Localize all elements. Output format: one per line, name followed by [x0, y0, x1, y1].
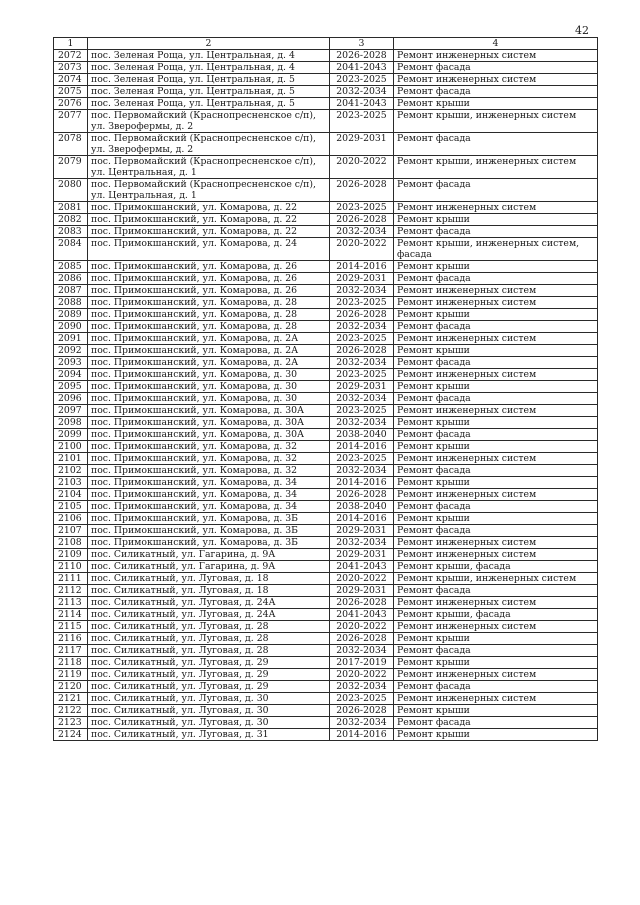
table-row: [54, 285, 598, 297]
table-row: [54, 441, 598, 453]
repair-schedule-table: [53, 37, 598, 741]
row-number: 2113: [54, 597, 88, 609]
row-number: 2098: [54, 417, 88, 429]
address-cell: пос. Силикатный, ул. Луговая, д. 29: [88, 669, 330, 681]
work-type-cell: Ремонт крыши: [394, 477, 598, 489]
table-row: [54, 357, 598, 369]
address-cell: пос. Примокшанский, ул. Комарова, д. 30А: [88, 417, 330, 429]
row-number: 2075: [54, 86, 88, 98]
table-row: [54, 609, 598, 621]
row-number: 2120: [54, 681, 88, 693]
table-row: [54, 393, 598, 405]
address-cell: пос. Силикатный, ул. Луговая, д. 24А: [88, 609, 330, 621]
table-row: [54, 321, 598, 333]
work-type-cell: Ремонт инженерных систем: [394, 333, 598, 345]
address-cell: пос. Первомайский (Краснопресненское с/п), ул. Зверофермы, д. 2: [88, 110, 330, 133]
address-cell: пос. Силикатный, ул. Луговая, д. 30: [88, 693, 330, 705]
period-cell: 2023-2025: [330, 453, 394, 465]
period-cell: 2032-2034: [330, 285, 394, 297]
row-number: 2072: [54, 50, 88, 62]
row-number: 2108: [54, 537, 88, 549]
address-cell: пос. Примокшанский, ул. Комарова, д. 28: [88, 309, 330, 321]
work-type-cell: Ремонт инженерных систем: [394, 369, 598, 381]
table-row: [54, 297, 598, 309]
period-cell: 2032-2034: [330, 717, 394, 729]
table-row: [54, 633, 598, 645]
period-cell: 2020-2022: [330, 573, 394, 585]
address-cell: пос. Примокшанский, ул. Комарова, д. 34: [88, 501, 330, 513]
column-header: 4: [394, 38, 598, 50]
period-cell: 2026-2028: [330, 309, 394, 321]
row-number: 2081: [54, 202, 88, 214]
address-cell: пос. Примокшанский, ул. Комарова, д. 28: [88, 297, 330, 309]
address-cell: пос. Примокшанский, ул. Комарова, д. 30: [88, 381, 330, 393]
table-row: [54, 465, 598, 477]
work-type-cell: Ремонт фасада: [394, 465, 598, 477]
work-type-cell: Ремонт инженерных систем: [394, 489, 598, 501]
address-cell: пос. Зеленая Роща, ул. Центральная, д. 5: [88, 74, 330, 86]
table-row: [54, 417, 598, 429]
address-cell: пос. Примокшанский, ул. Комарова, д. 3Б: [88, 537, 330, 549]
period-cell: 2026-2028: [330, 179, 394, 202]
row-number: 2074: [54, 74, 88, 86]
address-cell: пос. Первомайский (Краснопресненское с/п), ул. Зверофермы, д. 2: [88, 133, 330, 156]
work-type-cell: Ремонт крыши, фасада: [394, 609, 598, 621]
row-number: 2073: [54, 62, 88, 74]
table-row: [54, 657, 598, 669]
work-type-cell: Ремонт инженерных систем: [394, 297, 598, 309]
address-cell: пос. Примокшанский, ул. Комарова, д. 30: [88, 393, 330, 405]
row-number: 2105: [54, 501, 88, 513]
table-row: [54, 705, 598, 717]
address-cell: пос. Силикатный, ул. Гагарина, д. 9А: [88, 561, 330, 573]
work-type-cell: Ремонт инженерных систем: [394, 453, 598, 465]
table-row: [54, 369, 598, 381]
table-row: [54, 729, 598, 741]
period-cell: 2023-2025: [330, 693, 394, 705]
period-cell: 2032-2034: [330, 357, 394, 369]
column-header: 1: [54, 38, 88, 50]
period-cell: 2014-2016: [330, 441, 394, 453]
address-cell: пос. Примокшанский, ул. Комарова, д. 32: [88, 465, 330, 477]
row-number: 2116: [54, 633, 88, 645]
row-number: 2091: [54, 333, 88, 345]
table-row: [54, 717, 598, 729]
period-cell: 2017-2019: [330, 657, 394, 669]
period-cell: 2026-2028: [330, 214, 394, 226]
address-cell: пос. Силикатный, ул. Луговая, д. 18: [88, 573, 330, 585]
work-type-cell: Ремонт инженерных систем: [394, 693, 598, 705]
period-cell: 2020-2022: [330, 238, 394, 261]
period-cell: 2038-2040: [330, 501, 394, 513]
period-cell: 2029-2031: [330, 549, 394, 561]
row-number: 2084: [54, 238, 88, 261]
period-cell: 2023-2025: [330, 405, 394, 417]
table-row: [54, 133, 598, 156]
table-row: [54, 489, 598, 501]
row-number: 2078: [54, 133, 88, 156]
work-type-cell: Ремонт крыши: [394, 381, 598, 393]
row-number: 2082: [54, 214, 88, 226]
row-number: 2097: [54, 405, 88, 417]
period-cell: 2041-2043: [330, 62, 394, 74]
table-row: [54, 345, 598, 357]
work-type-cell: Ремонт фасада: [394, 393, 598, 405]
table-body: [54, 50, 598, 741]
table-row: [54, 597, 598, 609]
address-cell: пос. Примокшанский, ул. Комарова, д. 22: [88, 202, 330, 214]
address-cell: пос. Примокшанский, ул. Комарова, д. 32: [88, 441, 330, 453]
period-cell: 2023-2025: [330, 333, 394, 345]
period-cell: 2014-2016: [330, 261, 394, 273]
row-number: 2099: [54, 429, 88, 441]
address-cell: пос. Силикатный, ул. Луговая, д. 18: [88, 585, 330, 597]
work-type-cell: Ремонт крыши: [394, 261, 598, 273]
work-type-cell: Ремонт фасада: [394, 357, 598, 369]
table-row: [54, 179, 598, 202]
table-row: [54, 273, 598, 285]
row-number: 2101: [54, 453, 88, 465]
table-row: [54, 681, 598, 693]
address-cell: пос. Силикатный, ул. Луговая, д. 24А: [88, 597, 330, 609]
row-number: 2124: [54, 729, 88, 741]
address-cell: пос. Примокшанский, ул. Комарова, д. 28: [88, 321, 330, 333]
work-type-cell: Ремонт инженерных систем: [394, 621, 598, 633]
header-row: [54, 38, 598, 50]
work-type-cell: Ремонт фасада: [394, 133, 598, 156]
table-row: [54, 693, 598, 705]
period-cell: 2026-2028: [330, 633, 394, 645]
period-cell: 2014-2016: [330, 477, 394, 489]
work-type-cell: Ремонт крыши: [394, 729, 598, 741]
address-cell: пос. Примокшанский, ул. Комарова, д. 24: [88, 238, 330, 261]
address-cell: пос. Силикатный, ул. Луговая, д. 28: [88, 621, 330, 633]
period-cell: 2020-2022: [330, 669, 394, 681]
table-row: [54, 156, 598, 179]
period-cell: 2038-2040: [330, 429, 394, 441]
period-cell: 2023-2025: [330, 297, 394, 309]
row-number: 2080: [54, 179, 88, 202]
address-cell: пос. Зеленая Роща, ул. Центральная, д. 5: [88, 86, 330, 98]
work-type-cell: Ремонт фасада: [394, 273, 598, 285]
table-row: [54, 405, 598, 417]
address-cell: пос. Силикатный, ул. Луговая, д. 29: [88, 681, 330, 693]
work-type-cell: Ремонт фасада: [394, 681, 598, 693]
row-number: 2107: [54, 525, 88, 537]
row-number: 2093: [54, 357, 88, 369]
row-number: 2102: [54, 465, 88, 477]
work-type-cell: Ремонт фасада: [394, 525, 598, 537]
period-cell: 2029-2031: [330, 273, 394, 285]
address-cell: пос. Силикатный, ул. Гагарина, д. 9А: [88, 549, 330, 561]
work-type-cell: Ремонт фасада: [394, 645, 598, 657]
period-cell: 2041-2043: [330, 561, 394, 573]
work-type-cell: Ремонт инженерных систем: [394, 50, 598, 62]
work-type-cell: Ремонт фасада: [394, 429, 598, 441]
address-cell: пос. Примокшанский, ул. Комарова, д. 34: [88, 489, 330, 501]
address-cell: пос. Примокшанский, ул. Комарова, д. 22: [88, 214, 330, 226]
work-type-cell: Ремонт инженерных систем: [394, 537, 598, 549]
work-type-cell: Ремонт инженерных систем: [394, 202, 598, 214]
table-row: [54, 501, 598, 513]
row-number: 2114: [54, 609, 88, 621]
work-type-cell: Ремонт инженерных систем: [394, 285, 598, 297]
address-cell: пос. Примокшанский, ул. Комарова, д. 2А: [88, 357, 330, 369]
table-row: [54, 381, 598, 393]
row-number: 2104: [54, 489, 88, 501]
period-cell: 2014-2016: [330, 729, 394, 741]
period-cell: 2032-2034: [330, 226, 394, 238]
period-cell: 2032-2034: [330, 681, 394, 693]
address-cell: пос. Силикатный, ул. Луговая, д. 31: [88, 729, 330, 741]
period-cell: 2029-2031: [330, 381, 394, 393]
period-cell: 2026-2028: [330, 705, 394, 717]
period-cell: 2020-2022: [330, 156, 394, 179]
address-cell: пос. Примокшанский, ул. Комарова, д. 30: [88, 369, 330, 381]
row-number: 2088: [54, 297, 88, 309]
row-number: 2123: [54, 717, 88, 729]
row-number: 2076: [54, 98, 88, 110]
work-type-cell: Ремонт фасада: [394, 501, 598, 513]
work-type-cell: Ремонт крыши: [394, 513, 598, 525]
address-cell: пос. Зеленая Роща, ул. Центральная, д. 4: [88, 50, 330, 62]
table-row: [54, 537, 598, 549]
period-cell: 2029-2031: [330, 525, 394, 537]
work-type-cell: Ремонт фасада: [394, 226, 598, 238]
row-number: 2119: [54, 669, 88, 681]
period-cell: 2026-2028: [330, 345, 394, 357]
row-number: 2106: [54, 513, 88, 525]
row-number: 2079: [54, 156, 88, 179]
row-number: 2094: [54, 369, 88, 381]
address-cell: пос. Силикатный, ул. Луговая, д. 28: [88, 645, 330, 657]
table-row: [54, 309, 598, 321]
work-type-cell: Ремонт крыши, фасада: [394, 561, 598, 573]
table-row: [54, 202, 598, 214]
row-number: 2100: [54, 441, 88, 453]
row-number: 2090: [54, 321, 88, 333]
table-row: [54, 333, 598, 345]
table-row: [54, 585, 598, 597]
address-cell: пос. Зеленая Роща, ул. Центральная, д. 5: [88, 98, 330, 110]
period-cell: 2029-2031: [330, 133, 394, 156]
row-number: 2110: [54, 561, 88, 573]
period-cell: 2026-2028: [330, 597, 394, 609]
table-row: [54, 477, 598, 489]
table-row: [54, 50, 598, 62]
table-row: [54, 62, 598, 74]
address-cell: пос. Примокшанский, ул. Комарова, д. 2А: [88, 333, 330, 345]
row-number: 2077: [54, 110, 88, 133]
table-row: [54, 261, 598, 273]
work-type-cell: Ремонт крыши, инженерных систем, фасада: [394, 238, 598, 261]
work-type-cell: Ремонт фасада: [394, 62, 598, 74]
work-type-cell: Ремонт крыши: [394, 345, 598, 357]
period-cell: 2041-2043: [330, 98, 394, 110]
table-row: [54, 561, 598, 573]
address-cell: пос. Примокшанский, ул. Комарова, д. 30А: [88, 429, 330, 441]
work-type-cell: Ремонт крыши, инженерных систем: [394, 110, 598, 133]
address-cell: пос. Примокшанский, ул. Комарова, д. 34: [88, 477, 330, 489]
work-type-cell: Ремонт крыши: [394, 214, 598, 226]
table-row: [54, 549, 598, 561]
work-type-cell: Ремонт крыши: [394, 633, 598, 645]
period-cell: 2032-2034: [330, 86, 394, 98]
address-cell: пос. Примокшанский, ул. Комарова, д. 26: [88, 273, 330, 285]
row-number: 2089: [54, 309, 88, 321]
work-type-cell: Ремонт фасада: [394, 717, 598, 729]
address-cell: пос. Примокшанский, ул. Комарова, д. 26: [88, 261, 330, 273]
address-cell: пос. Зеленая Роща, ул. Центральная, д. 4: [88, 62, 330, 74]
period-cell: 2041-2043: [330, 609, 394, 621]
address-cell: пос. Примокшанский, ул. Комарова, д. 26: [88, 285, 330, 297]
table-row: [54, 525, 598, 537]
table-row: [54, 645, 598, 657]
address-cell: пос. Силикатный, ул. Луговая, д. 30: [88, 705, 330, 717]
table-row: [54, 226, 598, 238]
table-row: [54, 513, 598, 525]
row-number: 2095: [54, 381, 88, 393]
work-type-cell: Ремонт крыши: [394, 98, 598, 110]
row-number: 2117: [54, 645, 88, 657]
period-cell: 2023-2025: [330, 369, 394, 381]
period-cell: 2023-2025: [330, 110, 394, 133]
address-cell: пос. Примокшанский, ул. Комарова, д. 30А: [88, 405, 330, 417]
period-cell: 2023-2025: [330, 74, 394, 86]
address-cell: пос. Примокшанский, ул. Комарова, д. 3Б: [88, 525, 330, 537]
period-cell: 2023-2025: [330, 202, 394, 214]
table-row: [54, 110, 598, 133]
row-number: 2092: [54, 345, 88, 357]
row-number: 2118: [54, 657, 88, 669]
work-type-cell: Ремонт крыши: [394, 441, 598, 453]
work-type-cell: Ремонт крыши, инженерных систем: [394, 156, 598, 179]
row-number: 2121: [54, 693, 88, 705]
address-cell: пос. Силикатный, ул. Луговая, д. 30: [88, 717, 330, 729]
work-type-cell: Ремонт крыши: [394, 705, 598, 717]
row-number: 2111: [54, 573, 88, 585]
table-row: [54, 214, 598, 226]
row-number: 2086: [54, 273, 88, 285]
work-type-cell: Ремонт фасада: [394, 585, 598, 597]
period-cell: 2032-2034: [330, 393, 394, 405]
work-type-cell: Ремонт фасада: [394, 321, 598, 333]
period-cell: 2026-2028: [330, 50, 394, 62]
row-number: 2085: [54, 261, 88, 273]
row-number: 2087: [54, 285, 88, 297]
period-cell: 2032-2034: [330, 321, 394, 333]
work-type-cell: Ремонт инженерных систем: [394, 74, 598, 86]
period-cell: 2029-2031: [330, 585, 394, 597]
table-row: [54, 573, 598, 585]
table-row: [54, 669, 598, 681]
address-cell: пос. Силикатный, ул. Луговая, д. 28: [88, 633, 330, 645]
work-type-cell: Ремонт инженерных систем: [394, 405, 598, 417]
work-type-cell: Ремонт крыши: [394, 417, 598, 429]
work-type-cell: Ремонт инженерных систем: [394, 597, 598, 609]
period-cell: 2032-2034: [330, 417, 394, 429]
table-row: [54, 429, 598, 441]
table-row: [54, 621, 598, 633]
period-cell: 2032-2034: [330, 645, 394, 657]
row-number: 2112: [54, 585, 88, 597]
table-row: [54, 453, 598, 465]
address-cell: пос. Первомайский (Краснопресненское с/п), ул. Центральная, д. 1: [88, 156, 330, 179]
row-number: 2083: [54, 226, 88, 238]
address-cell: пос. Силикатный, ул. Луговая, д. 29: [88, 657, 330, 669]
work-type-cell: Ремонт инженерных систем: [394, 549, 598, 561]
address-cell: пос. Первомайский (Краснопресненское с/п), ул. Центральная, д. 1: [88, 179, 330, 202]
address-cell: пос. Примокшанский, ул. Комарова, д. 3Б: [88, 513, 330, 525]
row-number: 2115: [54, 621, 88, 633]
column-header: 2: [88, 38, 330, 50]
address-cell: пос. Примокшанский, ул. Комарова, д. 2А: [88, 345, 330, 357]
period-cell: 2020-2022: [330, 621, 394, 633]
table-row: [54, 74, 598, 86]
table-row: [54, 86, 598, 98]
work-type-cell: Ремонт инженерных систем: [394, 669, 598, 681]
table-row: [54, 238, 598, 261]
page-number: 42: [575, 24, 589, 37]
work-type-cell: Ремонт крыши: [394, 309, 598, 321]
row-number: 2109: [54, 549, 88, 561]
period-cell: 2032-2034: [330, 465, 394, 477]
work-type-cell: Ремонт фасада: [394, 179, 598, 202]
address-cell: пос. Примокшанский, ул. Комарова, д. 22: [88, 226, 330, 238]
address-cell: пос. Примокшанский, ул. Комарова, д. 32: [88, 453, 330, 465]
table-row: [54, 98, 598, 110]
work-type-cell: Ремонт фасада: [394, 86, 598, 98]
column-header: 3: [330, 38, 394, 50]
row-number: 2096: [54, 393, 88, 405]
row-number: 2122: [54, 705, 88, 717]
work-type-cell: Ремонт крыши: [394, 657, 598, 669]
row-number: 2103: [54, 477, 88, 489]
period-cell: 2014-2016: [330, 513, 394, 525]
work-type-cell: Ремонт крыши, инженерных систем: [394, 573, 598, 585]
period-cell: 2032-2034: [330, 537, 394, 549]
period-cell: 2026-2028: [330, 489, 394, 501]
